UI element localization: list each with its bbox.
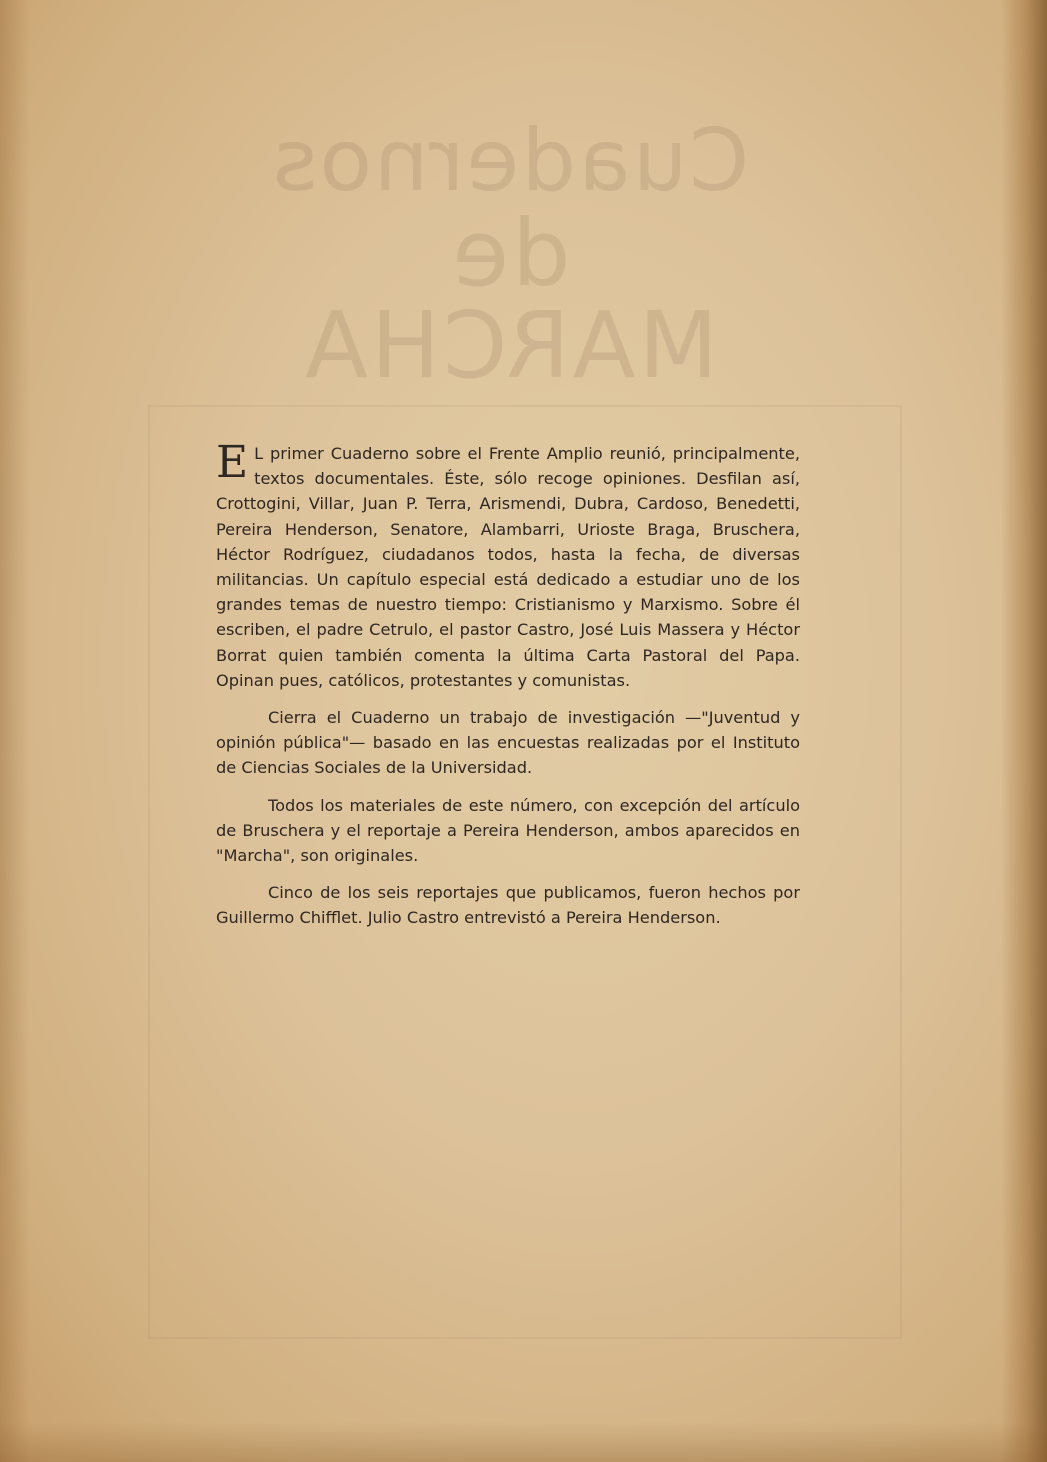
paragraph-2: Cierra el Cuaderno un trabajo de investigación —"Juventud y opinión pública"— basado en las encuestas realizadas por el Instituto de Ciencias Sociales de la Universidad. (216, 708, 800, 778)
page-left-shadow (0, 0, 30, 1462)
paragraph-4: Cinco de los seis reportajes que publicamos, fueron hechos por Guillermo Chifflet. Julio Castro entrevistó a Pereira Henderson. (216, 883, 800, 928)
drop-cap: E (216, 437, 249, 488)
page-bottom-shadow (0, 1422, 1047, 1462)
introduction-text (216, 437, 800, 943)
paragraph-1 (216, 437, 800, 693)
show-through-title (230, 111, 790, 399)
paragraph-3: Todos los materiales de este número, con excepción del artículo de Bruschera y el reportaje a Pereira Henderson, ambos aparecidos en "Marcha", son originales. (216, 795, 800, 866)
paragraph-1-text: L primer Cuaderno sobre el Frente Amplio reunió, principalmente, textos documentales. Éste, sólo recoge opiniones. Desfilan así, Crottogini, Villar, Juan P. Terra, Arismendi, Dubra, Cardoso, Benedetti, Pereira Henderson, Senatore, Alambarri, Urioste Braga, Bruschera, Héctor Rodríguez, ciudadanos todos, hasta la fecha, de diversas militancias. Un capítulo especial está dedicado a estudiar uno de los grandes temas de nuestro tiempo: Cristianismo y Marxismo. Sobre él escriben, el padre Cetrulo, el pastor Castro, José Luis Massera y Héctor Borrat quien también comenta la última Carta Pastoral del Papa. Opinan pues, católicos, protestantes y comunistas. (216, 444, 800, 690)
show-through-title-line-2: de MARCHA (302, 200, 719, 399)
show-through-title-line-1: Cuadernos (270, 111, 750, 211)
page-right-shadow (1001, 0, 1047, 1462)
